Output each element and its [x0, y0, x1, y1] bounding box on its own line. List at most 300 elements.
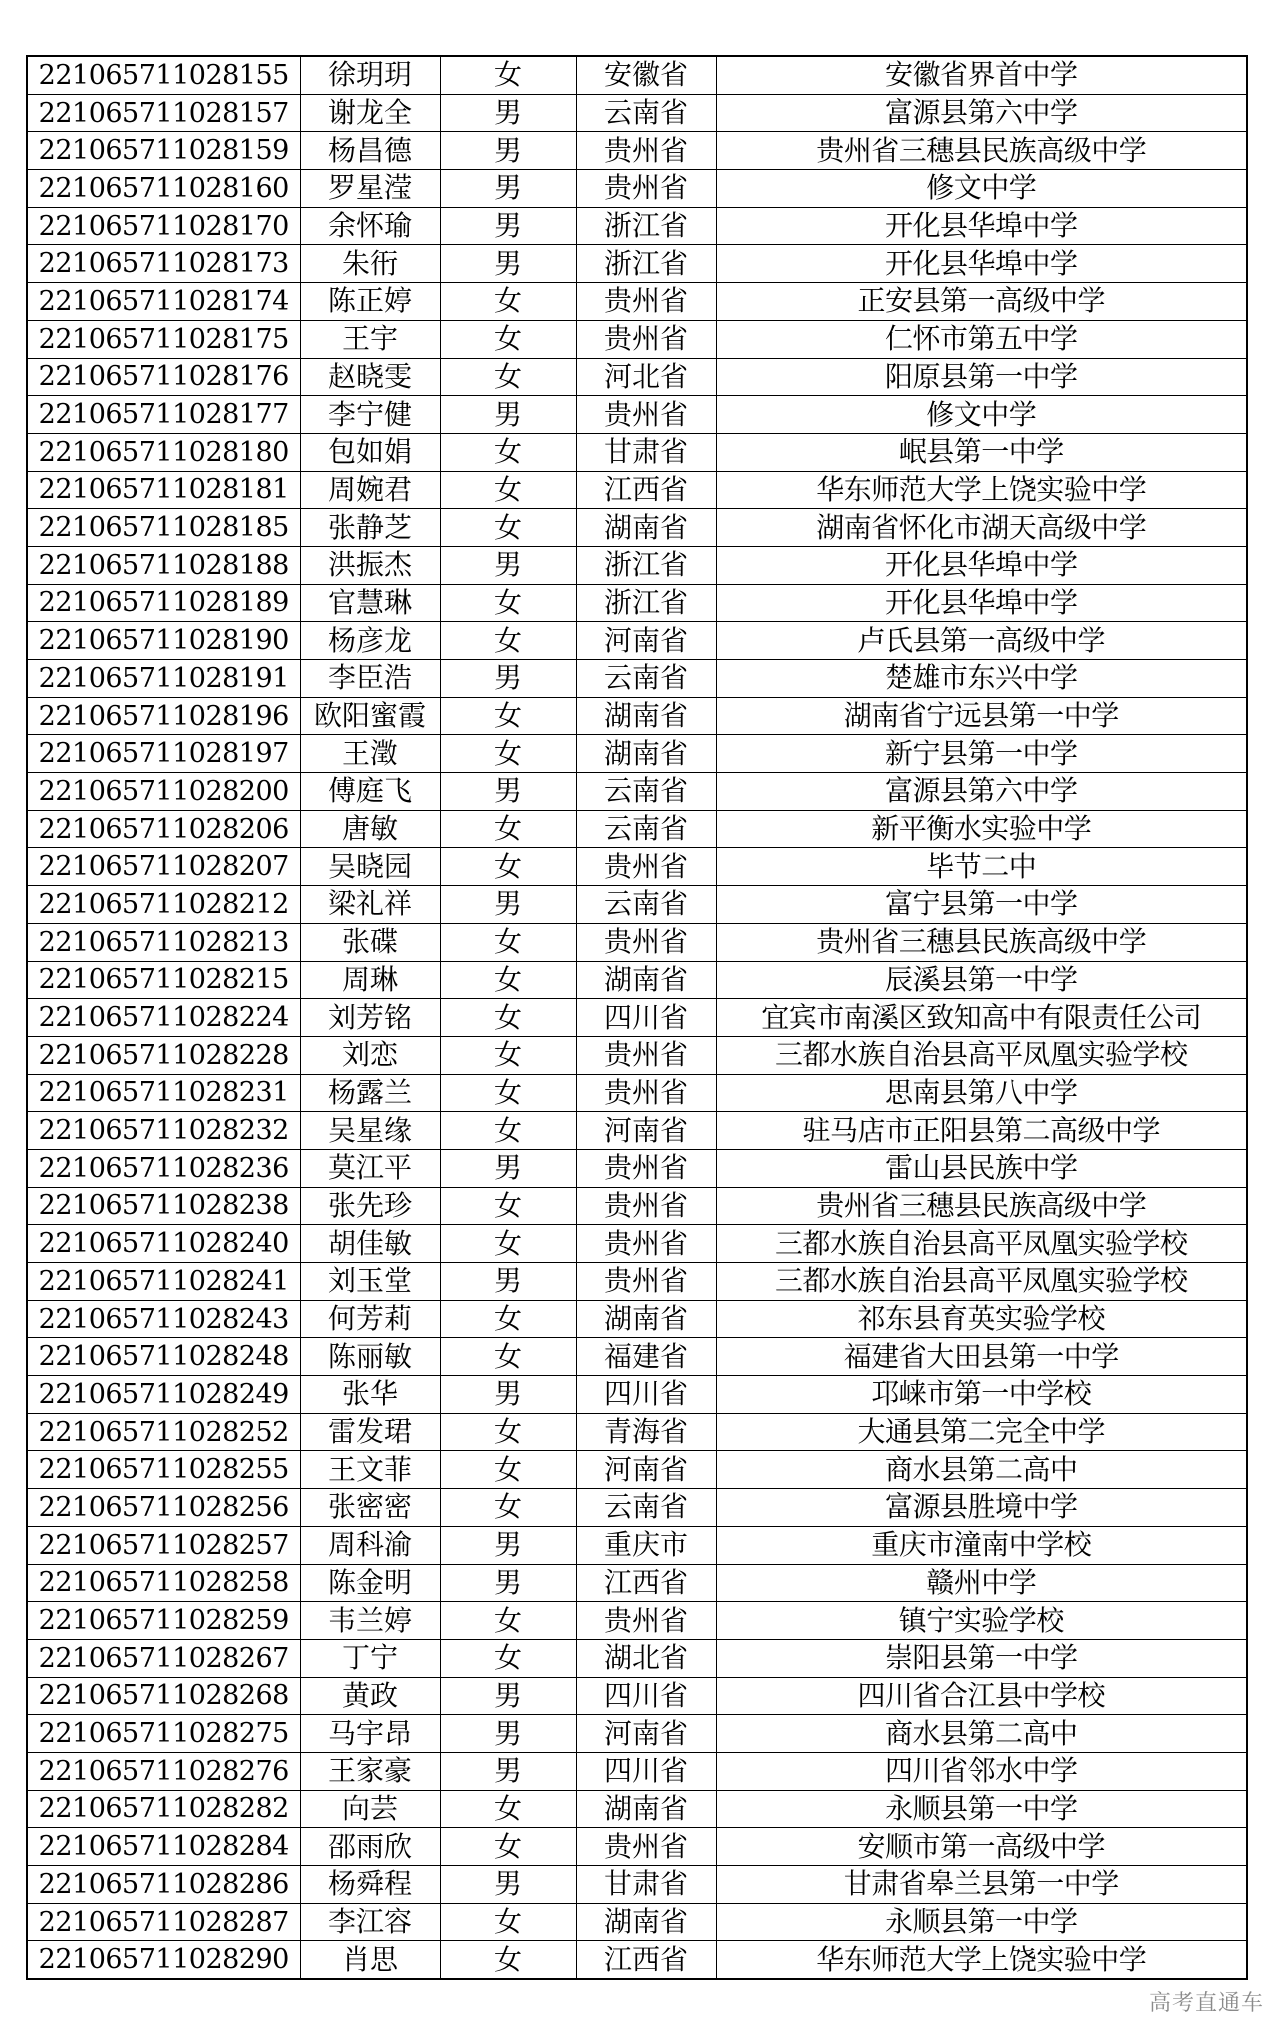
school-cell: 富源县胜境中学 [716, 1489, 1247, 1527]
name-cell: 吴星缘 [300, 1112, 440, 1150]
candidate-id-cell: 221065711028256 [27, 1489, 300, 1527]
name-cell: 罗星滢 [300, 170, 440, 208]
school-cell: 祁东县育英实验学校 [716, 1300, 1247, 1338]
gender-cell: 男 [440, 396, 576, 434]
name-cell: 王家豪 [300, 1752, 440, 1790]
table-row [27, 1149, 1247, 1187]
province-cell: 贵州省 [576, 1602, 716, 1640]
name-cell: 张碟 [300, 923, 440, 961]
province-cell: 浙江省 [576, 245, 716, 283]
school-cell: 甘肃省皋兰县第一中学 [716, 1866, 1247, 1904]
gender-cell: 女 [440, 320, 576, 358]
table-row [27, 1564, 1247, 1602]
name-cell: 王宇 [300, 320, 440, 358]
province-cell: 贵州省 [576, 1036, 716, 1074]
name-cell: 周婉君 [300, 471, 440, 509]
school-cell: 华东师范大学上饶实验中学 [716, 1941, 1247, 1979]
table-row [27, 1828, 1247, 1866]
province-cell: 河北省 [576, 358, 716, 396]
gender-cell: 女 [440, 584, 576, 622]
school-cell: 开化县华埠中学 [716, 584, 1247, 622]
table-row [27, 1489, 1247, 1527]
roster-body [27, 56, 1247, 1979]
name-cell: 官慧琳 [300, 584, 440, 622]
province-cell: 云南省 [576, 1489, 716, 1527]
name-cell: 何芳莉 [300, 1300, 440, 1338]
school-cell: 安顺市第一高级中学 [716, 1828, 1247, 1866]
province-cell: 河南省 [576, 1715, 716, 1753]
table-row [27, 358, 1247, 396]
name-cell: 张静芝 [300, 509, 440, 547]
table-row [27, 1300, 1247, 1338]
province-cell: 重庆市 [576, 1526, 716, 1564]
candidate-id-cell: 221065711028189 [27, 584, 300, 622]
table-row [27, 886, 1247, 924]
province-cell: 江西省 [576, 1941, 716, 1979]
name-cell: 邵雨欣 [300, 1828, 440, 1866]
candidate-id-cell: 221065711028180 [27, 433, 300, 471]
candidate-id-cell: 221065711028155 [27, 56, 300, 94]
table-row [27, 660, 1247, 698]
province-cell: 湖南省 [576, 735, 716, 773]
candidate-id-cell: 221065711028252 [27, 1413, 300, 1451]
school-cell: 永顺县第一中学 [716, 1790, 1247, 1828]
school-cell: 开化县华埠中学 [716, 207, 1247, 245]
gender-cell: 女 [440, 358, 576, 396]
gender-cell: 男 [440, 546, 576, 584]
school-cell: 贵州省三穗县民族高级中学 [716, 1187, 1247, 1225]
school-cell: 邛崃市第一中学校 [716, 1376, 1247, 1414]
table-row [27, 1413, 1247, 1451]
gender-cell: 男 [440, 1263, 576, 1301]
province-cell: 云南省 [576, 886, 716, 924]
table-row [27, 1715, 1247, 1753]
name-cell: 傅庭飞 [300, 773, 440, 811]
candidate-id-cell: 221065711028207 [27, 848, 300, 886]
gender-cell: 女 [440, 471, 576, 509]
table-row [27, 1225, 1247, 1263]
province-cell: 甘肃省 [576, 433, 716, 471]
candidate-id-cell: 221065711028268 [27, 1677, 300, 1715]
school-cell: 重庆市潼南中学校 [716, 1526, 1247, 1564]
gender-cell: 女 [440, 923, 576, 961]
table-row [27, 584, 1247, 622]
school-cell: 安徽省界首中学 [716, 56, 1247, 94]
name-cell: 肖思 [300, 1941, 440, 1979]
candidate-id-cell: 221065711028284 [27, 1828, 300, 1866]
province-cell: 浙江省 [576, 584, 716, 622]
school-cell: 四川省邻水中学 [716, 1752, 1247, 1790]
gender-cell: 女 [440, 1187, 576, 1225]
province-cell: 河南省 [576, 1112, 716, 1150]
province-cell: 四川省 [576, 1752, 716, 1790]
province-cell: 江西省 [576, 471, 716, 509]
province-cell: 四川省 [576, 1376, 716, 1414]
candidate-id-cell: 221065711028173 [27, 245, 300, 283]
table-row [27, 848, 1247, 886]
gender-cell: 女 [440, 1451, 576, 1489]
table-row [27, 1112, 1247, 1150]
gender-cell: 女 [440, 433, 576, 471]
province-cell: 四川省 [576, 1677, 716, 1715]
province-cell: 湖南省 [576, 1790, 716, 1828]
candidate-id-cell: 221065711028249 [27, 1376, 300, 1414]
name-cell: 包如娟 [300, 433, 440, 471]
name-cell: 王文菲 [300, 1451, 440, 1489]
gender-cell: 女 [440, 1074, 576, 1112]
candidate-id-cell: 221065711028255 [27, 1451, 300, 1489]
candidate-id-cell: 221065711028231 [27, 1074, 300, 1112]
candidate-id-cell: 221065711028175 [27, 320, 300, 358]
table-row [27, 207, 1247, 245]
name-cell: 余怀瑜 [300, 207, 440, 245]
province-cell: 湖南省 [576, 509, 716, 547]
gender-cell: 女 [440, 1300, 576, 1338]
name-cell: 杨昌德 [300, 132, 440, 170]
candidate-id-cell: 221065711028185 [27, 509, 300, 547]
province-cell: 青海省 [576, 1413, 716, 1451]
school-cell: 正安县第一高级中学 [716, 283, 1247, 321]
school-cell: 三都水族自治县高平凤凰实验学校 [716, 1225, 1247, 1263]
province-cell: 贵州省 [576, 170, 716, 208]
table-row [27, 1036, 1247, 1074]
school-cell: 永顺县第一中学 [716, 1903, 1247, 1941]
name-cell: 刘恋 [300, 1036, 440, 1074]
school-cell: 开化县华埠中学 [716, 245, 1247, 283]
table-row [27, 697, 1247, 735]
table-row [27, 1338, 1247, 1376]
name-cell: 张华 [300, 1376, 440, 1414]
school-cell: 富源县第六中学 [716, 773, 1247, 811]
gender-cell: 女 [440, 1941, 576, 1979]
gender-cell: 女 [440, 283, 576, 321]
name-cell: 李江容 [300, 1903, 440, 1941]
name-cell: 周琳 [300, 961, 440, 999]
province-cell: 云南省 [576, 810, 716, 848]
table-row [27, 56, 1247, 94]
gender-cell: 女 [440, 1828, 576, 1866]
gender-cell: 女 [440, 1790, 576, 1828]
province-cell: 贵州省 [576, 396, 716, 434]
table-row [27, 923, 1247, 961]
gender-cell: 男 [440, 1677, 576, 1715]
province-cell: 贵州省 [576, 283, 716, 321]
candidate-id-cell: 221065711028200 [27, 773, 300, 811]
school-cell: 三都水族自治县高平凤凰实验学校 [716, 1036, 1247, 1074]
school-cell: 雷山县民族中学 [716, 1149, 1247, 1187]
name-cell: 胡佳敏 [300, 1225, 440, 1263]
province-cell: 江西省 [576, 1564, 716, 1602]
name-cell: 韦兰婷 [300, 1602, 440, 1640]
table-row [27, 773, 1247, 811]
gender-cell: 女 [440, 848, 576, 886]
table-row [27, 1790, 1247, 1828]
name-cell: 张密密 [300, 1489, 440, 1527]
name-cell: 李臣浩 [300, 660, 440, 698]
table-row [27, 622, 1247, 660]
table-row [27, 1451, 1247, 1489]
gender-cell: 男 [440, 1376, 576, 1414]
table-row [27, 1187, 1247, 1225]
candidate-id-cell: 221065711028174 [27, 283, 300, 321]
candidate-id-cell: 221065711028238 [27, 1187, 300, 1225]
name-cell: 周科渝 [300, 1526, 440, 1564]
school-cell: 贵州省三穗县民族高级中学 [716, 132, 1247, 170]
school-cell: 富源县第六中学 [716, 94, 1247, 132]
province-cell: 贵州省 [576, 923, 716, 961]
gender-cell: 女 [440, 1413, 576, 1451]
table-row [27, 509, 1247, 547]
candidate-id-cell: 221065711028176 [27, 358, 300, 396]
table-row [27, 1376, 1247, 1414]
name-cell: 李宁健 [300, 396, 440, 434]
province-cell: 湖南省 [576, 1300, 716, 1338]
gender-cell: 男 [440, 1715, 576, 1753]
gender-cell: 男 [440, 660, 576, 698]
province-cell: 浙江省 [576, 207, 716, 245]
gender-cell: 男 [440, 1149, 576, 1187]
name-cell: 马宇昂 [300, 1715, 440, 1753]
gender-cell: 男 [440, 1752, 576, 1790]
school-cell: 思南县第八中学 [716, 1074, 1247, 1112]
school-cell: 湖南省宁远县第一中学 [716, 697, 1247, 735]
candidate-id-cell: 221065711028287 [27, 1903, 300, 1941]
table-row [27, 1074, 1247, 1112]
name-cell: 欧阳蜜霞 [300, 697, 440, 735]
gender-cell: 女 [440, 1036, 576, 1074]
name-cell: 吴晓园 [300, 848, 440, 886]
table-row [27, 245, 1247, 283]
table-row [27, 433, 1247, 471]
table-row [27, 1263, 1247, 1301]
name-cell: 向芸 [300, 1790, 440, 1828]
school-cell: 四川省合江县中学校 [716, 1677, 1247, 1715]
candidate-id-cell: 221065711028286 [27, 1866, 300, 1904]
name-cell: 陈金明 [300, 1564, 440, 1602]
name-cell: 徐玥玥 [300, 56, 440, 94]
province-cell: 安徽省 [576, 56, 716, 94]
candidate-id-cell: 221065711028241 [27, 1263, 300, 1301]
candidate-id-cell: 221065711028196 [27, 697, 300, 735]
school-cell: 福建省大田县第一中学 [716, 1338, 1247, 1376]
school-cell: 驻马店市正阳县第二高级中学 [716, 1112, 1247, 1150]
gender-cell: 女 [440, 961, 576, 999]
gender-cell: 女 [440, 735, 576, 773]
school-cell: 三都水族自治县高平凤凰实验学校 [716, 1263, 1247, 1301]
gender-cell: 女 [440, 810, 576, 848]
watermark: 高考直通车 [1148, 1991, 1264, 2016]
candidate-id-cell: 221065711028177 [27, 396, 300, 434]
school-cell: 商水县第二高中 [716, 1451, 1247, 1489]
name-cell: 陈正婷 [300, 283, 440, 321]
school-cell: 崇阳县第一中学 [716, 1639, 1247, 1677]
candidate-id-cell: 221065711028159 [27, 132, 300, 170]
province-cell: 湖南省 [576, 697, 716, 735]
name-cell: 洪振杰 [300, 546, 440, 584]
gender-cell: 女 [440, 56, 576, 94]
province-cell: 湖南省 [576, 1903, 716, 1941]
candidate-id-cell: 221065711028212 [27, 886, 300, 924]
table-row [27, 132, 1247, 170]
gender-cell: 女 [440, 697, 576, 735]
candidate-id-cell: 221065711028259 [27, 1602, 300, 1640]
province-cell: 云南省 [576, 94, 716, 132]
gender-cell: 男 [440, 132, 576, 170]
table-row [27, 320, 1247, 358]
province-cell: 贵州省 [576, 1263, 716, 1301]
school-cell: 卢氏县第一高级中学 [716, 622, 1247, 660]
candidate-id-cell: 221065711028181 [27, 471, 300, 509]
candidate-id-cell: 221065711028267 [27, 1639, 300, 1677]
gender-cell: 女 [440, 999, 576, 1037]
province-cell: 河南省 [576, 622, 716, 660]
province-cell: 贵州省 [576, 132, 716, 170]
province-cell: 贵州省 [576, 848, 716, 886]
province-cell: 贵州省 [576, 1187, 716, 1225]
school-cell: 湖南省怀化市湖天高级中学 [716, 509, 1247, 547]
school-cell: 宜宾市南溪区致知高中有限责任公司 [716, 999, 1247, 1037]
table-row [27, 283, 1247, 321]
province-cell: 四川省 [576, 999, 716, 1037]
table-row [27, 1639, 1247, 1677]
province-cell: 贵州省 [576, 1074, 716, 1112]
school-cell: 大通县第二完全中学 [716, 1413, 1247, 1451]
name-cell: 朱衎 [300, 245, 440, 283]
province-cell: 福建省 [576, 1338, 716, 1376]
table-row [27, 1602, 1247, 1640]
candidate-id-cell: 221065711028188 [27, 546, 300, 584]
table-row [27, 94, 1247, 132]
name-cell: 谢龙全 [300, 94, 440, 132]
gender-cell: 女 [440, 1602, 576, 1640]
candidate-id-cell: 221065711028232 [27, 1112, 300, 1150]
school-cell: 辰溪县第一中学 [716, 961, 1247, 999]
province-cell: 云南省 [576, 773, 716, 811]
name-cell: 黄政 [300, 1677, 440, 1715]
school-cell: 赣州中学 [716, 1564, 1247, 1602]
table-row [27, 471, 1247, 509]
table-row [27, 810, 1247, 848]
gender-cell: 男 [440, 1526, 576, 1564]
table-row [27, 170, 1247, 208]
school-cell: 华东师范大学上饶实验中学 [716, 471, 1247, 509]
school-cell: 阳原县第一中学 [716, 358, 1247, 396]
name-cell: 杨彦龙 [300, 622, 440, 660]
table-row [27, 1677, 1247, 1715]
school-cell: 楚雄市东兴中学 [716, 660, 1247, 698]
name-cell: 杨舜程 [300, 1866, 440, 1904]
gender-cell: 女 [440, 1639, 576, 1677]
candidate-id-cell: 221065711028206 [27, 810, 300, 848]
candidate-id-cell: 221065711028276 [27, 1752, 300, 1790]
table-row [27, 1866, 1247, 1904]
school-cell: 修文中学 [716, 396, 1247, 434]
name-cell: 莫江平 [300, 1149, 440, 1187]
gender-cell: 女 [440, 1489, 576, 1527]
name-cell: 陈丽敏 [300, 1338, 440, 1376]
province-cell: 贵州省 [576, 320, 716, 358]
school-cell: 新平衡水实验中学 [716, 810, 1247, 848]
gender-cell: 男 [440, 94, 576, 132]
name-cell: 杨露兰 [300, 1074, 440, 1112]
gender-cell: 女 [440, 1338, 576, 1376]
candidate-id-cell: 221065711028213 [27, 923, 300, 961]
name-cell: 刘芳铭 [300, 999, 440, 1037]
name-cell: 王澂 [300, 735, 440, 773]
gender-cell: 男 [440, 170, 576, 208]
gender-cell: 女 [440, 509, 576, 547]
table-row [27, 1903, 1247, 1941]
candidate-id-cell: 221065711028215 [27, 961, 300, 999]
name-cell: 张先珍 [300, 1187, 440, 1225]
name-cell: 赵晓雯 [300, 358, 440, 396]
candidate-id-cell: 221065711028236 [27, 1149, 300, 1187]
gender-cell: 男 [440, 1564, 576, 1602]
gender-cell: 男 [440, 886, 576, 924]
table-row [27, 961, 1247, 999]
gender-cell: 女 [440, 1903, 576, 1941]
candidate-id-cell: 221065711028248 [27, 1338, 300, 1376]
school-cell: 修文中学 [716, 170, 1247, 208]
candidate-id-cell: 221065711028275 [27, 1715, 300, 1753]
candidate-id-cell: 221065711028240 [27, 1225, 300, 1263]
candidate-id-cell: 221065711028160 [27, 170, 300, 208]
candidate-id-cell: 221065711028243 [27, 1300, 300, 1338]
candidate-id-cell: 221065711028258 [27, 1564, 300, 1602]
candidate-id-cell: 221065711028191 [27, 660, 300, 698]
gender-cell: 男 [440, 773, 576, 811]
school-cell: 新宁县第一中学 [716, 735, 1247, 773]
gender-cell: 男 [440, 245, 576, 283]
province-cell: 云南省 [576, 660, 716, 698]
name-cell: 雷发珺 [300, 1413, 440, 1451]
province-cell: 湖南省 [576, 961, 716, 999]
name-cell: 刘玉堂 [300, 1263, 440, 1301]
admission-roster-table [26, 55, 1248, 1980]
gender-cell: 男 [440, 1866, 576, 1904]
school-cell: 仁怀市第五中学 [716, 320, 1247, 358]
province-cell: 贵州省 [576, 1149, 716, 1187]
school-cell: 富宁县第一中学 [716, 886, 1247, 924]
province-cell: 贵州省 [576, 1828, 716, 1866]
candidate-id-cell: 221065711028228 [27, 1036, 300, 1074]
table-row [27, 1752, 1247, 1790]
name-cell: 唐敏 [300, 810, 440, 848]
name-cell: 梁礼祥 [300, 886, 440, 924]
table-row [27, 1941, 1247, 1979]
gender-cell: 女 [440, 1225, 576, 1263]
school-cell: 镇宁实验学校 [716, 1602, 1247, 1640]
candidate-id-cell: 221065711028157 [27, 94, 300, 132]
table-row [27, 1526, 1247, 1564]
candidate-id-cell: 221065711028190 [27, 622, 300, 660]
school-cell: 开化县华埠中学 [716, 546, 1247, 584]
name-cell: 丁宁 [300, 1639, 440, 1677]
province-cell: 湖北省 [576, 1639, 716, 1677]
school-cell: 毕节二中 [716, 848, 1247, 886]
candidate-id-cell: 221065711028224 [27, 999, 300, 1037]
gender-cell: 女 [440, 622, 576, 660]
gender-cell: 女 [440, 1112, 576, 1150]
province-cell: 浙江省 [576, 546, 716, 584]
school-cell: 岷县第一中学 [716, 433, 1247, 471]
table-row [27, 735, 1247, 773]
province-cell: 甘肃省 [576, 1866, 716, 1904]
gender-cell: 男 [440, 207, 576, 245]
province-cell: 贵州省 [576, 1225, 716, 1263]
province-cell: 河南省 [576, 1451, 716, 1489]
candidate-id-cell: 221065711028290 [27, 1941, 300, 1979]
